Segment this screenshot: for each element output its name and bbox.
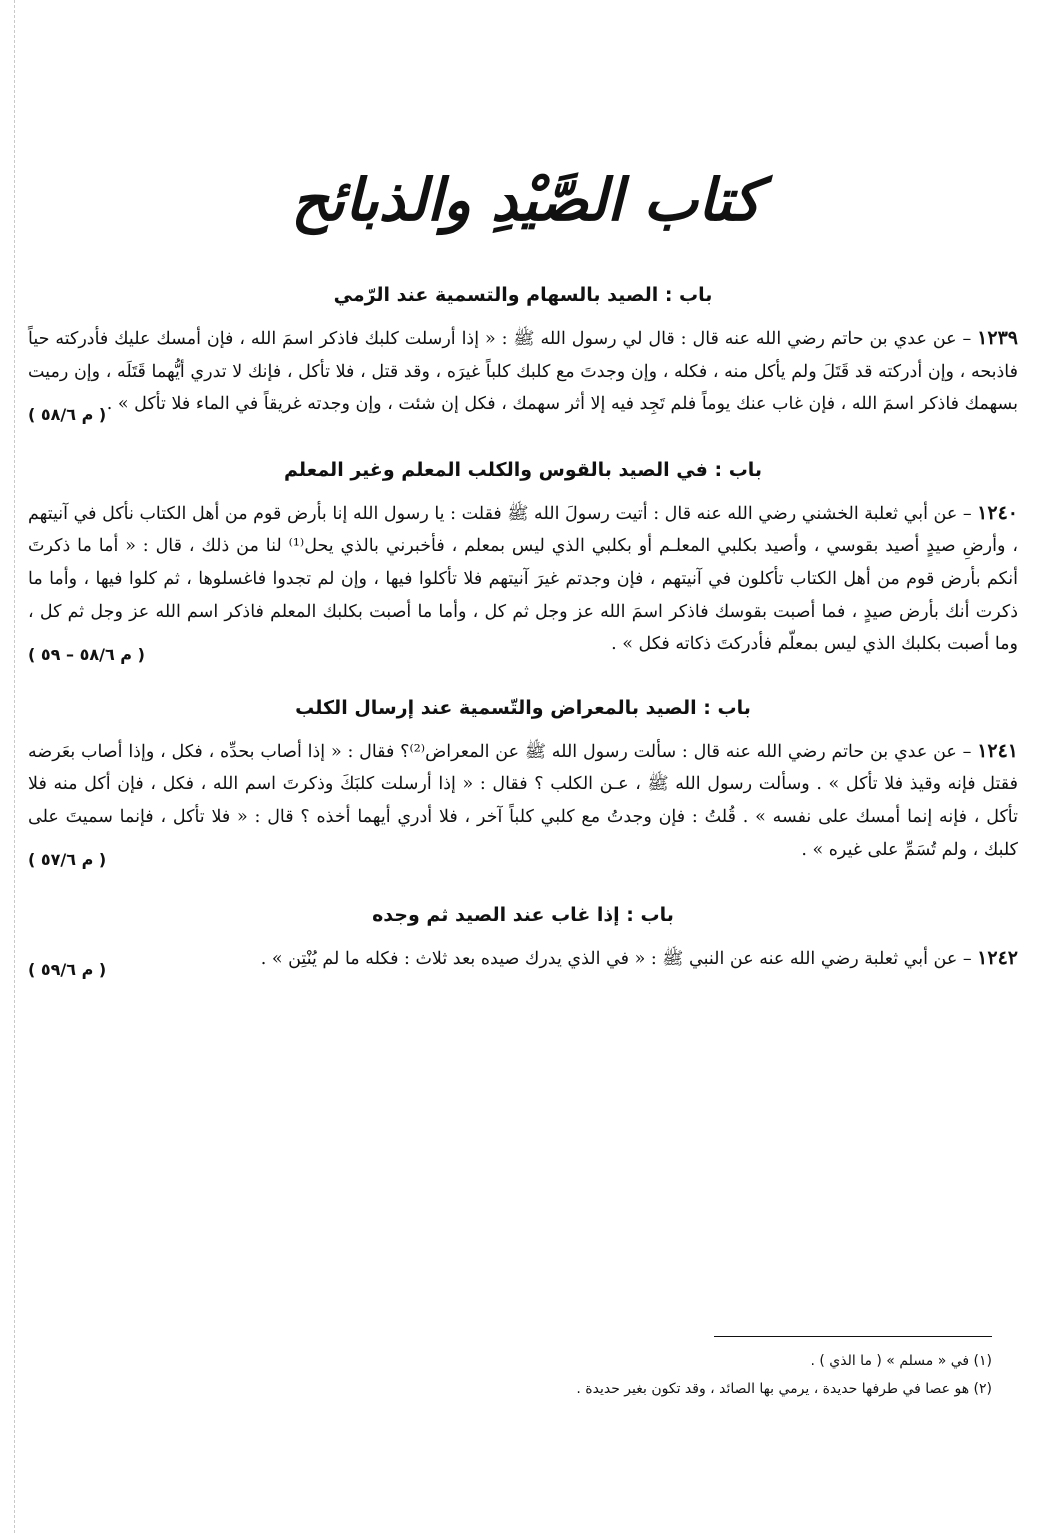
hadith-text: – عن أبي ثعلبة الخشني رضي الله عنه قال : أتيت رسولَ الله ﷺ فقلت : يا رسول الله إنا بأرض قوم من أهل الكتاب نأكل في آنيتهم ، وأرضِ صيدٍ أصيد بقوسي ، وأصيد بكلبي المعلـم أو بكلبي الذي ليس بمعلم ، فأخبرني بالذي يحل⁽¹⁾ لنا من ذلك ، قال : « أما ما ذكرتَ أنكم بأرض قوم من أهل الكتاب تأكلون في آنيتهم ، فإن وجدتم غيرَ آنيتهم فلا تأكلوا فيها ، وإن لم تجدوا فاغسلوها ، ثم كلوا فيها ، وأما ما ذكرت أنك بأرض صيدٍ ، فما أصبت بقوسك فاذكر اسمَ الله عز وجل ثم كل ، وأما ما أصبت بكلبك المعلم فاذكر اسم الله عز وجل ثم كل ، وما أصبت بكلبك الذي ليس بمعلّم فأدركتَ ذكاته فكل » . bbox=[28, 503, 1018, 655]
hadith-paragraph bbox=[28, 735, 1018, 870]
main-content bbox=[28, 278, 1018, 980]
chapter-title: باب : إذا غاب عند الصيد ثم وجده bbox=[372, 904, 674, 927]
hadith-number: ١٢٣٩ bbox=[977, 327, 1018, 349]
hadith-text: – عن عدي بن حاتم رضي الله عنه قال : قال لي رسول الله ﷺ : « إذا أرسلت كلبك فاذكر اسمَ الله ، فإن أمسك عليك فأدركته حياً فاذبحه ، وإن أدركته قد قَتَلَ ولم يأكل منه ، فكله ، وإن وجدتَ مع كلبك كلباً غيرَه ، وقد قتل ، فلا تأكل ، فإنك لا تدري أيُّهما قَتَلَه ، وإن رميت بسهمك فاذكر اسمَ الله ، فإن غاب عنك يوماً فلم تَجِد فيه إلا أثر سهمك ، فكل إن شئت ، وإن وجدته غريقاً في الماء فلا تأكل » . bbox=[28, 329, 1018, 415]
book-title: كتاب الصَّيْدِ والذبائح bbox=[291, 166, 761, 234]
source-reference: ( م ٥٨/٦ – ٥٩ ) bbox=[28, 644, 145, 664]
chapter-title: باب : في الصيد بالقوس والكلب المعلم وغير المعلم bbox=[283, 458, 763, 481]
hadith-number: ١٢٤٠ bbox=[977, 501, 1018, 524]
chapter-title: باب : الصيد بالمعراض والتّسمية عند إرسال الكلب bbox=[295, 696, 751, 719]
footnote: (٢) هو عصا في طرفها حديدة ، يرمي بها الصائد ، وقد تكون بغير حديدة . bbox=[576, 1381, 992, 1397]
hadith-text: – عن أبي ثعلبة رضي الله عنه عن النبي ﷺ : « في الذي يدرك صيده بعد ثلاث : فكله ما لم يُنْتِن » . bbox=[260, 949, 972, 970]
source-reference: ( م ٥٩/٦ ) bbox=[28, 959, 107, 979]
footnote: (١) في « مسلم » ( ما الذي ) . bbox=[810, 1353, 992, 1369]
hadith-number: ١٢٤٢ bbox=[977, 947, 1018, 970]
hadith-paragraph bbox=[28, 322, 1018, 425]
hadith-number: ١٢٤١ bbox=[977, 739, 1019, 762]
hadith-paragraph bbox=[28, 497, 1018, 665]
source-reference: ( م ٥٧/٦ ) bbox=[28, 850, 107, 870]
source-reference: ( م ٥٨/٦ ) bbox=[28, 404, 107, 424]
footnote-divider bbox=[714, 1336, 992, 1337]
footnotes bbox=[260, 1336, 992, 1403]
hadith-paragraph bbox=[28, 942, 1018, 980]
hadith-text: – عن عدي بن حاتم رضي الله عنه قال : سألت رسول الله ﷺ عن المعراض⁽²⁾؟ فقال : « إذا أصاب بحدِّه ، فكل ، وإذا أصاب بعَرضه فقتل فإنه وقيذ فلا تأكل » . وسألت رسول الله ﷺ ، عـن الكلب ؟ فقال : « إذا أرسلت كلبَكَ وذكرتَ اسم الله ، فكل ، فإن أكل منه فلا تأكل ، فإنه إنما أمسك على نفسه » . قُلتُ : فإن وجدتُ مع كلبي كلباً آخر ، فلا أدري أيهما أخذه ؟ قال : « فلا تأكل ، فإنما سميتَ على كلبك ، ولم تُسَمِّ على غيره » . bbox=[28, 741, 1018, 860]
chapter-title: باب : الصيد بالسهام والتسمية عند الرّمي bbox=[333, 284, 713, 306]
